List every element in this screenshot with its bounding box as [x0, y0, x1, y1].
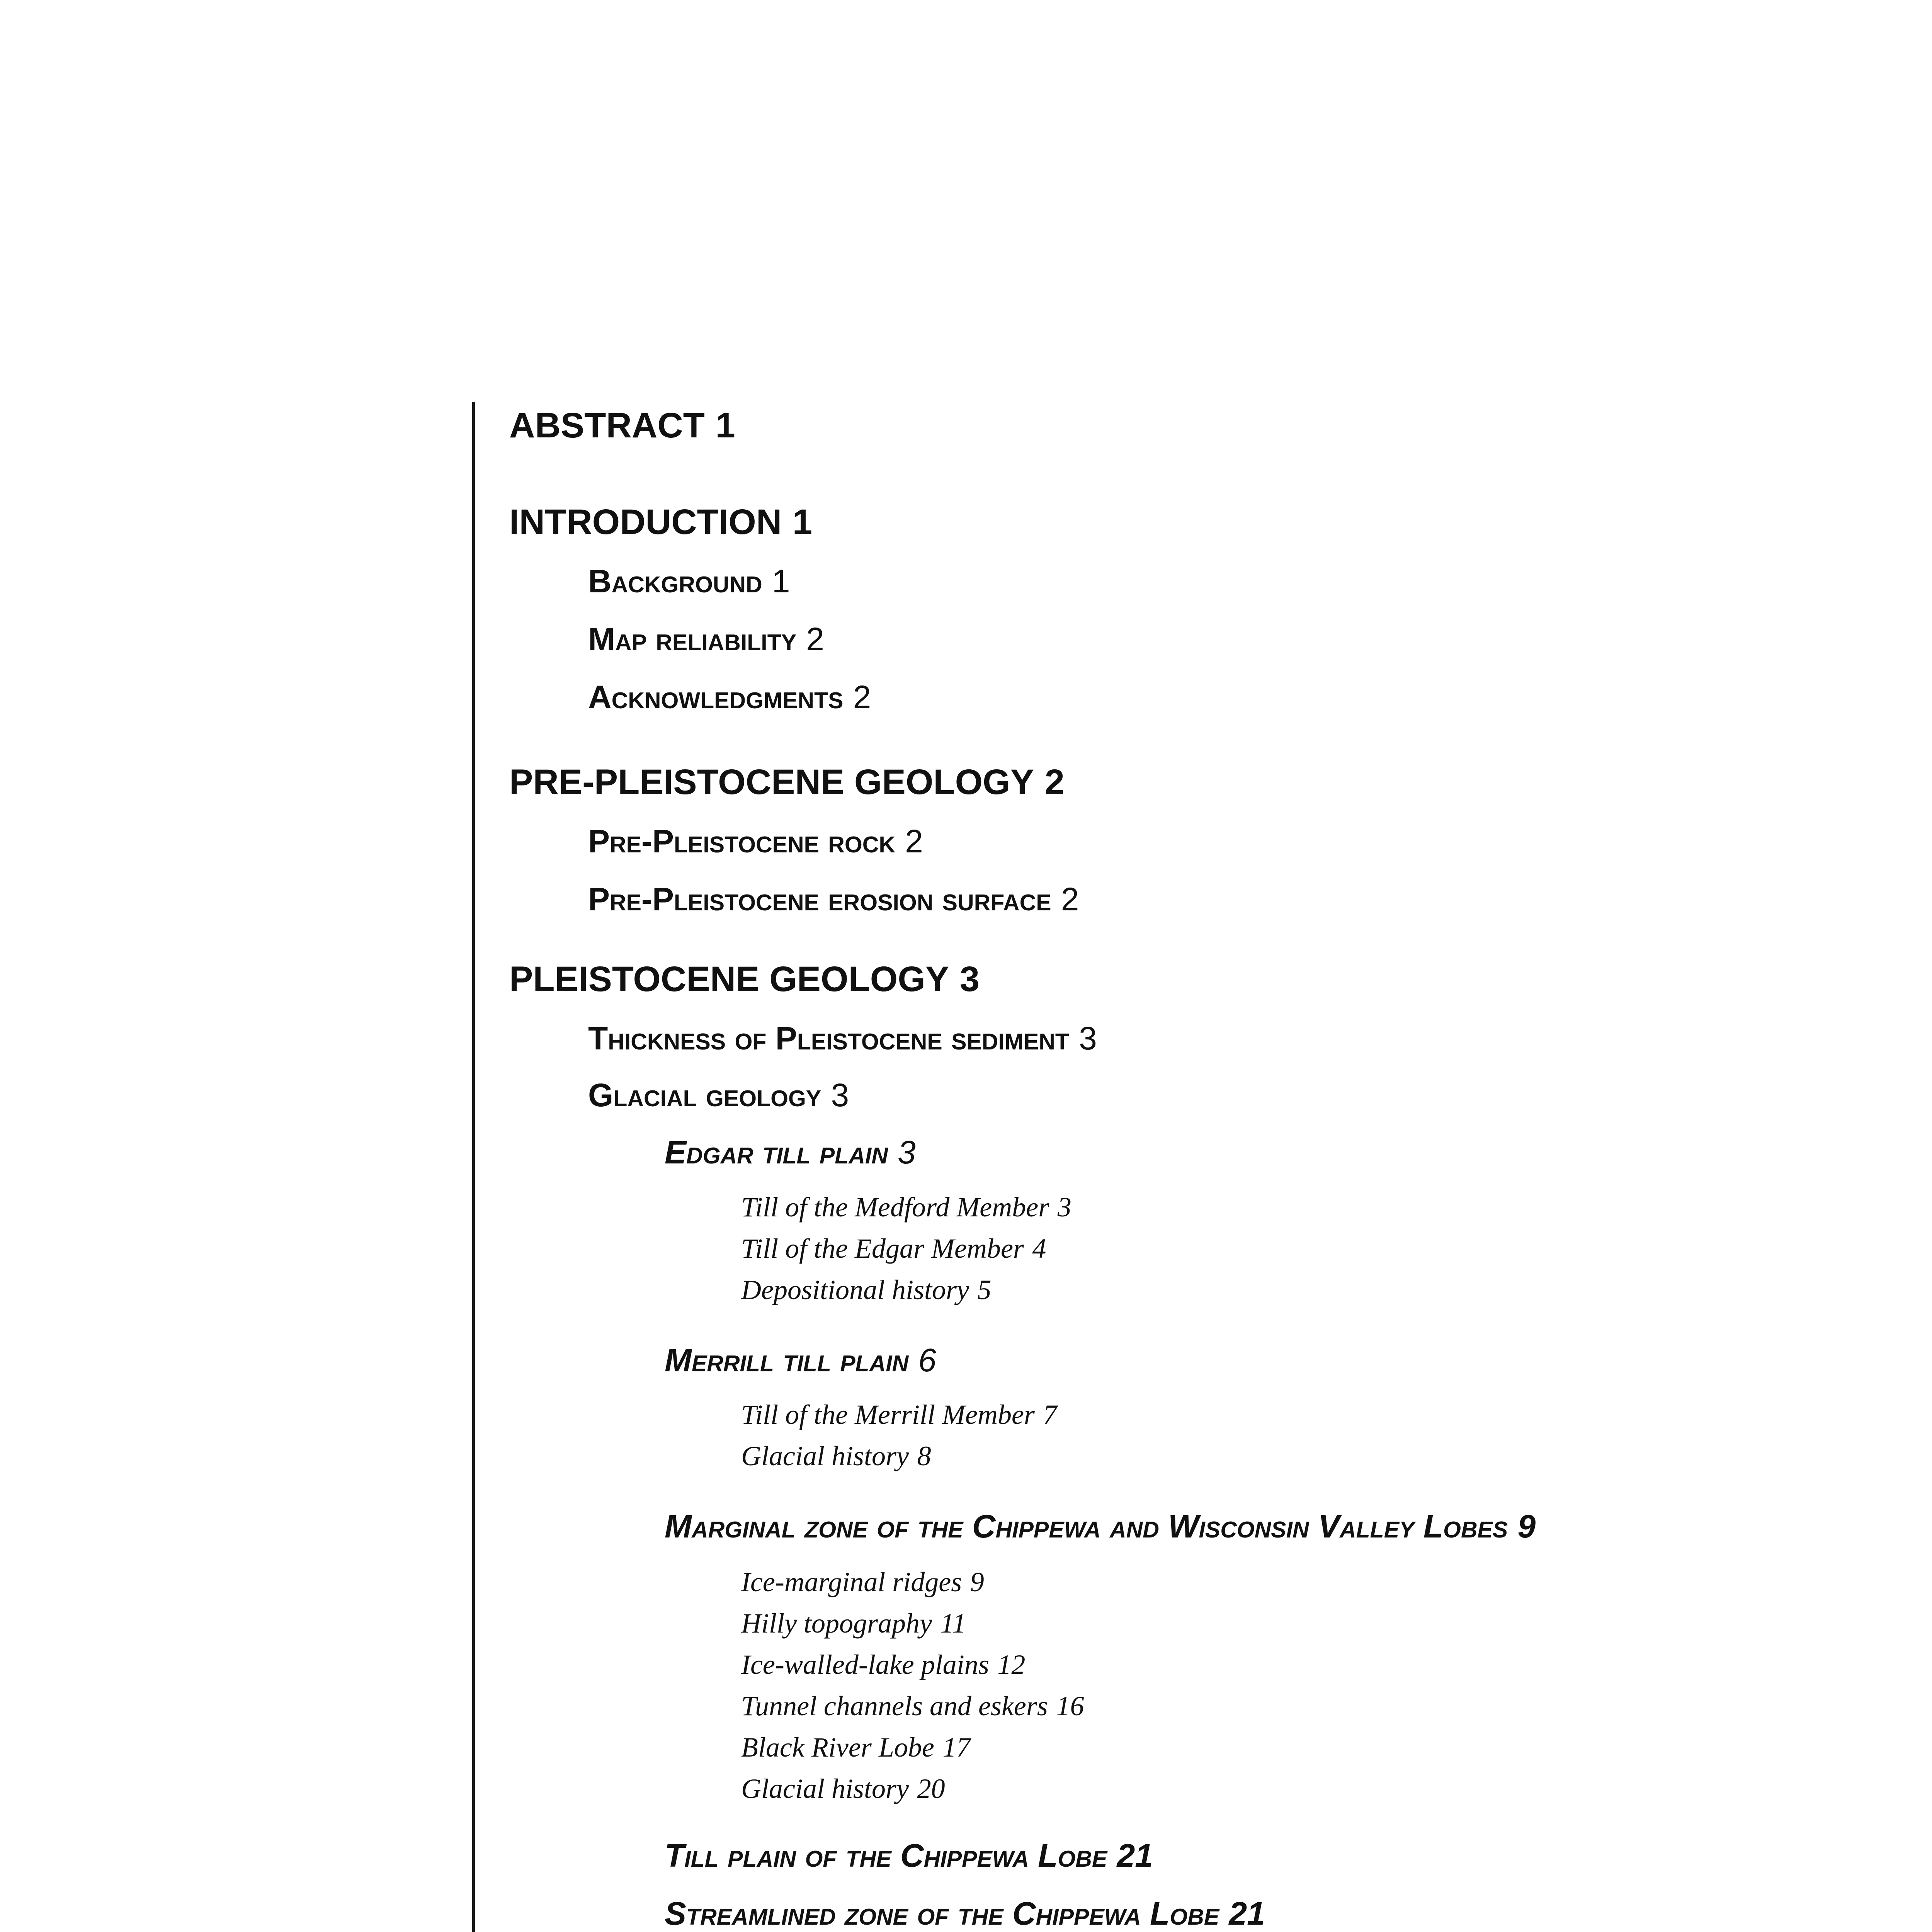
toc-entry-page: 3 — [959, 959, 980, 999]
toc-entry-page: 3 — [1079, 1020, 1097, 1056]
toc-entry-title: Ice-walled-lake plains — [741, 1649, 989, 1680]
toc-entry-page: 4 — [1032, 1233, 1046, 1264]
toc-entry-page: 11 — [940, 1608, 966, 1639]
toc-entry-background[interactable] — [588, 565, 790, 597]
toc-entry-acknowledgments[interactable] — [588, 681, 871, 713]
toc-entry-title: Till of the Merrill Member — [741, 1399, 1035, 1430]
toc-entry-title: Till of the Medford Member — [741, 1192, 1049, 1223]
toc-entry-title: Glacial history — [741, 1440, 909, 1471]
toc-entry-page: 2 — [1044, 762, 1065, 802]
toc-entry-hilly-topography[interactable] — [741, 1609, 966, 1637]
toc-entry-till-merrill[interactable] — [741, 1401, 1057, 1429]
toc-entry-pre-pleistocene-geology[interactable] — [509, 764, 1065, 800]
toc-entry-title: Glacial geology — [588, 1077, 821, 1113]
toc-entry-marginal-zone[interactable] — [665, 1510, 1536, 1543]
toc-entry-title: PLEISTOCENE GEOLOGY — [509, 959, 949, 999]
toc-entry-page: 8 — [917, 1440, 931, 1471]
toc-entry-till-medford[interactable] — [741, 1193, 1071, 1221]
toc-entry-ice-walled-lake-plains[interactable] — [741, 1651, 1025, 1679]
toc-entry-title: Glacial history — [741, 1773, 909, 1804]
toc-entry-glacial-history-marginal[interactable] — [741, 1775, 945, 1803]
toc-entry-page: 7 — [1043, 1399, 1057, 1430]
toc-entry-glacial-geology[interactable] — [588, 1079, 849, 1111]
toc-entry-page: 1 — [772, 563, 790, 599]
toc-entry-tunnel-channels[interactable] — [741, 1692, 1084, 1720]
toc-entry-page: 1 — [715, 406, 735, 445]
toc-entry-page: 9 — [970, 1566, 984, 1597]
toc-entry-abstract[interactable] — [509, 408, 735, 443]
toc-entry-page: 5 — [977, 1274, 992, 1305]
toc-entry-title: Edgar till plain — [665, 1134, 888, 1170]
toc-entry-streamlined-zone[interactable] — [665, 1897, 1265, 1930]
toc-entry-title: Marginal zone of the Chippewa and Wisconsin Valley Lobes — [665, 1508, 1508, 1544]
toc-entry-page: 17 — [942, 1732, 971, 1763]
toc-entry-title: Till of the Edgar Member — [741, 1233, 1024, 1264]
toc-entry-introduction[interactable] — [509, 504, 812, 540]
toc-entry-depositional-history[interactable] — [741, 1276, 992, 1304]
toc-entry-title: Acknowledgments — [588, 679, 844, 715]
toc-entry-pre-pleistocene-rock[interactable] — [588, 825, 923, 857]
toc-entry-title: Black River Lobe — [741, 1732, 934, 1763]
toc-entry-page: 1 — [792, 502, 813, 542]
toc-entry-thickness-of-sediment[interactable] — [588, 1022, 1097, 1054]
toc-entry-map-reliability[interactable] — [588, 623, 824, 655]
toc-entry-page: 12 — [997, 1649, 1026, 1680]
toc-entry-title: Depositional history — [741, 1274, 969, 1305]
toc-entry-page: 2 — [1061, 881, 1079, 917]
toc-entry-title: INTRODUCTION — [509, 502, 782, 542]
toc-entry-pleistocene-geology[interactable] — [509, 961, 980, 997]
toc-entry-title: Pre-Pleistocene erosion surface — [588, 881, 1051, 917]
toc-entry-title: Merrill till plain — [665, 1342, 909, 1378]
toc-entry-title: Hilly topography — [741, 1608, 932, 1639]
toc-entry-glacial-history-merrill[interactable] — [741, 1442, 931, 1470]
toc-entry-page: 21 — [1229, 1895, 1265, 1932]
toc-entry-page: 2 — [853, 679, 871, 715]
toc-entry-merrill-till-plain[interactable] — [665, 1344, 936, 1376]
toc-entry-page: 3 — [898, 1134, 916, 1170]
toc-entry-till-edgar[interactable] — [741, 1235, 1046, 1262]
toc-entry-ice-marginal-ridges[interactable] — [741, 1568, 984, 1596]
toc-entry-till-plain-chippewa[interactable] — [665, 1839, 1153, 1872]
toc-entry-title: PRE-PLEISTOCENE GEOLOGY — [509, 762, 1034, 802]
toc-entry-pre-pleistocene-erosion-surface[interactable] — [588, 883, 1079, 915]
vertical-margin-rule — [472, 402, 475, 1932]
toc-entry-page: 16 — [1056, 1690, 1084, 1721]
toc-entry-page: 2 — [806, 621, 825, 657]
toc-entry-page: 6 — [918, 1342, 937, 1378]
toc-entry-title: Streamlined zone of the Chippewa Lobe — [665, 1895, 1219, 1932]
toc-entry-page: 21 — [1117, 1837, 1153, 1874]
toc-entry-title: Thickness of Pleistocene sediment — [588, 1020, 1069, 1056]
toc-entry-page: 2 — [905, 823, 923, 859]
toc-entry-title: Ice-marginal ridges — [741, 1566, 962, 1597]
toc-entry-title: Tunnel channels and eskers — [741, 1690, 1048, 1721]
toc-entry-title: Background — [588, 563, 762, 599]
toc-entry-black-river-lobe[interactable] — [741, 1733, 970, 1761]
toc-entry-edgar-till-plain[interactable] — [665, 1136, 916, 1168]
toc-entry-page: 3 — [1057, 1192, 1071, 1223]
toc-entry-title: Map reliability — [588, 621, 797, 657]
toc-entry-title: ABSTRACT — [509, 406, 705, 445]
toc-entry-title: Till plain of the Chippewa Lobe — [665, 1837, 1107, 1874]
toc-entry-title: Pre-Pleistocene rock — [588, 823, 895, 859]
toc-entry-page: 20 — [917, 1773, 945, 1804]
toc-entry-page: 9 — [1517, 1508, 1536, 1544]
toc-entry-page: 3 — [831, 1077, 849, 1113]
